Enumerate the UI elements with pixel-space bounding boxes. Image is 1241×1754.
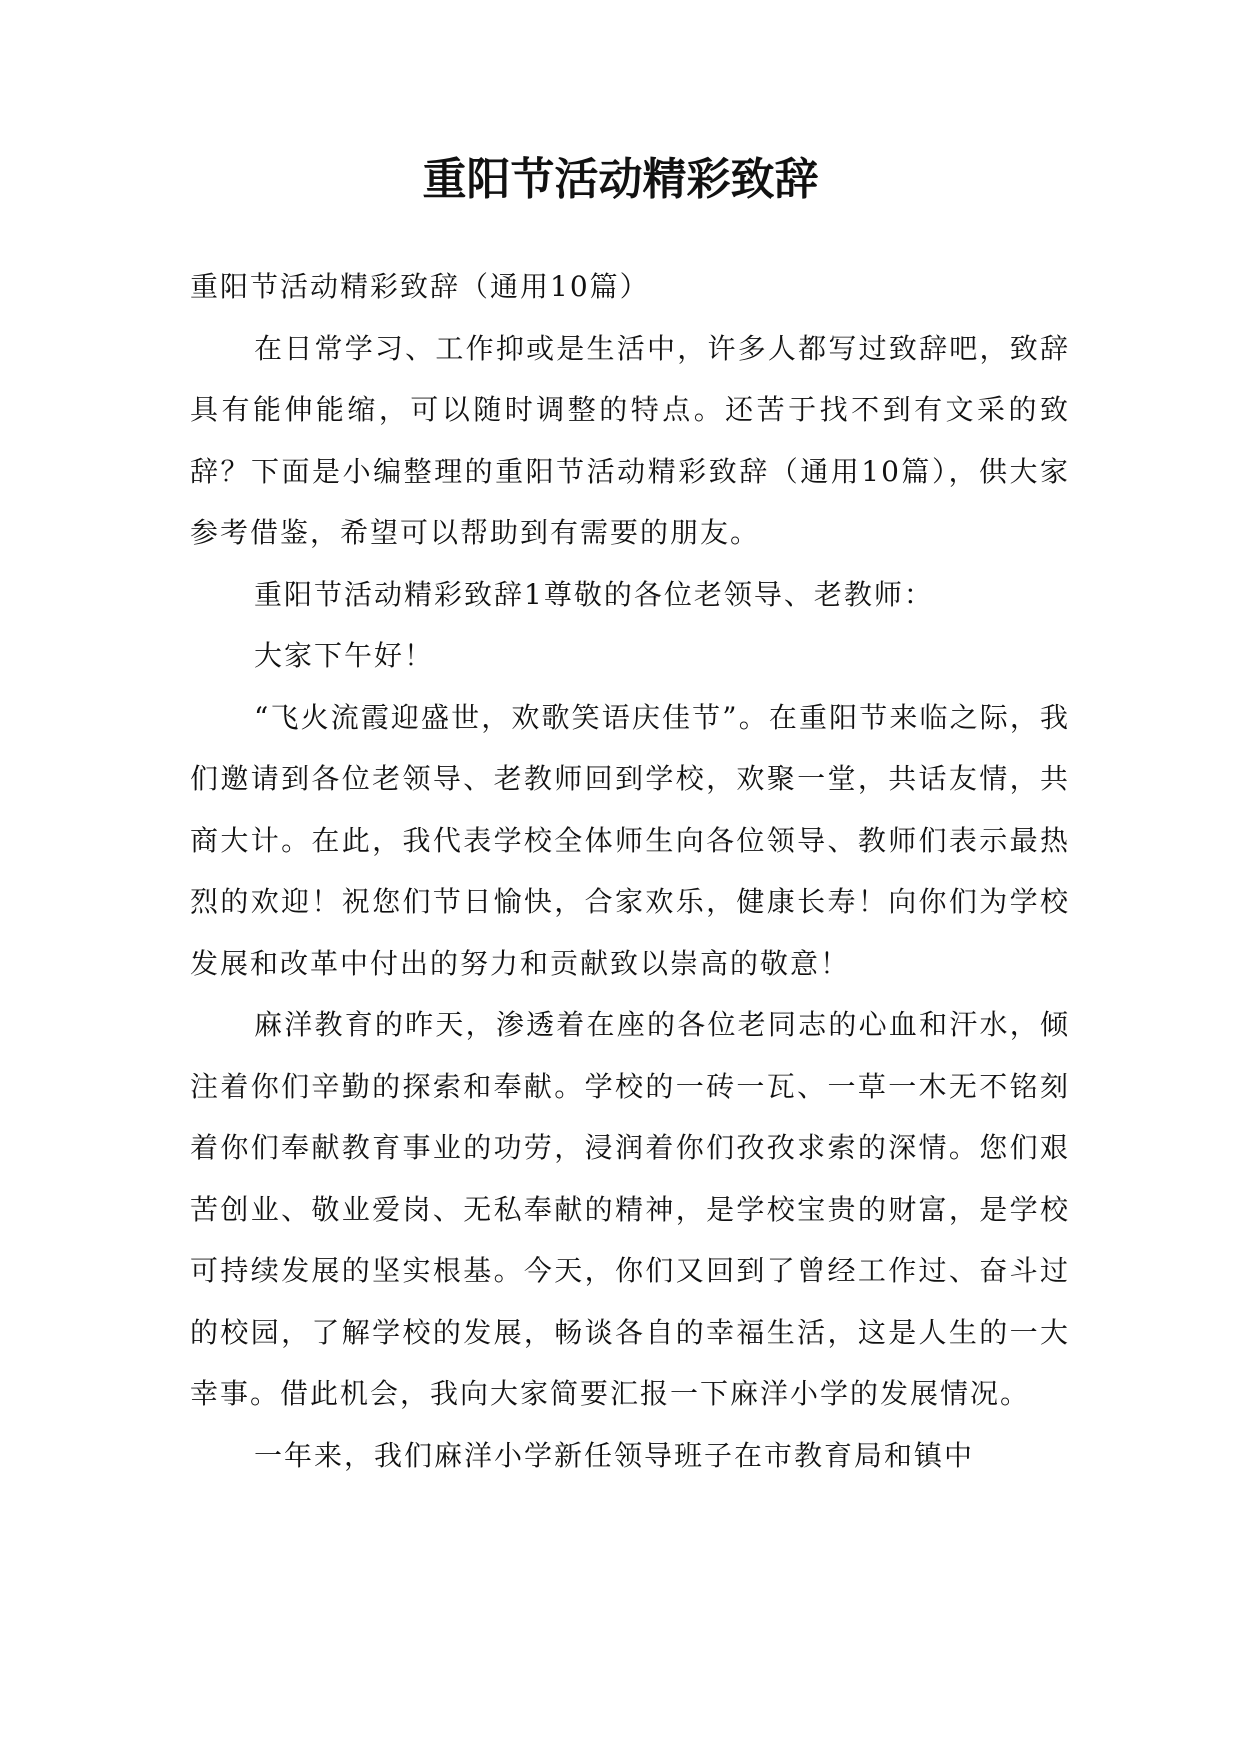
document-body	[190, 256, 1070, 1486]
salutation-paragraph: 重阳节活动精彩致辞1尊敬的各位老领导、老教师：	[254, 577, 934, 611]
greeting-paragraph: 大家下午好！	[254, 639, 435, 672]
body-paragraph: 麻洋教育的昨天，渗透着在座的各位老同志的心血和汗水，倾注着你们辛勤的探索和奉献。学校的一砖一瓦、一草一木无不铭刻着你们奉献教育事业的功劳，浸润着你们孜孜求索的深情。您们艰苦创业、敬业爱岗、无私奉献的精神，是学校宝贵的财富，是学校可持续发展的坚实根基。今天，你们又回到了曾经工作过、奋斗过的校园，了解学校的发展，畅谈各自的幸福生活，这是人生的一大幸事。借此机会，我向大家简要汇报一下麻洋小学的发展情况。	[190, 1008, 1070, 1410]
body-paragraph: “飞火流霞迎盛世，欢歌笑语庆佳节”。在重阳节来临之际，我们邀请到各位老领导、老教师回到学校，欢聚一堂，共话友情，共商大计。在此，我代表学校全体师生向各位领导、教师们表示最热烈的欢迎！祝您们节日愉快，合家欢乐，健康长寿！向你们为学校发展和改革中付出的努力和贡献致以崇高的敬意！	[190, 700, 1070, 980]
intro-paragraph: 在日常学习、工作抑或是生活中，许多人都写过致辞吧，致辞具有能伸能缩，可以随时调整的特点。还苦于找不到有文采的致辞？下面是小编整理的重阳节活动精彩致辞（通用10篇），供大家参考借鉴，希望可以帮助到有需要的朋友。	[190, 331, 1070, 549]
body-paragraph: 一年来，我们麻洋小学新任领导班子在市教育局和镇中	[254, 1438, 975, 1472]
subtitle-paragraph: 重阳节活动精彩致辞（通用10篇）	[190, 270, 650, 303]
document-title: 重阳节活动精彩致辞	[422, 154, 819, 205]
